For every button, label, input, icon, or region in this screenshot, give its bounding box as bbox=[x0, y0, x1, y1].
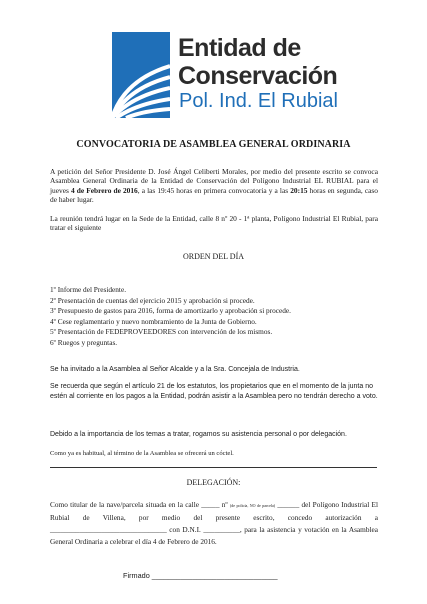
delegation-title: DELEGACIÓN: bbox=[186, 478, 241, 487]
intro-text-b: , a las 19:45 horas en primera convocatoria y a las bbox=[137, 185, 291, 195]
agenda-item: 4º Cese reglamentario y nuevo nombramiento de la Junta de Gobierno. bbox=[50, 316, 257, 326]
divider bbox=[50, 467, 377, 468]
agenda-list bbox=[50, 285, 291, 349]
intro-text-a: A petición del Señor Presidente D. José Ángel Celiberti Morales, por medio del presente escrito se convoca Asamblea General Ordinaria de la Entidad de Conservación del Polígono Industrial EL RUBIAL para el jueves bbox=[50, 167, 378, 195]
delegation-text-b: ______ del Polígono Industrial El Rubial de Villena, por medio del presente escrito, concedo autorización a ________________________________ con D.N.I. __________, para la asistencia y votación en la Asamblea General Ordinaria a celebrar el día 4 de Febrero de 2016. bbox=[50, 500, 378, 546]
venue-paragraph: La reunión tendrá lugar en la Sede de la Entidad, calle 8 nº 20 - 1ª planta, Polígono Industrial El Rubial, para tratar el siguiente bbox=[50, 214, 378, 233]
logo bbox=[112, 32, 346, 118]
invite-paragraph: Se ha invitado a la Asamblea al Señor Alcalde y a la Sra. Concejala de Industria. bbox=[50, 366, 300, 373]
document-title: CONVOCATORIA DE ASAMBLEA GENERAL ORDINARIA bbox=[76, 139, 351, 150]
signature-line: Firmado _______________________________ bbox=[123, 571, 278, 580]
logo-line-3: Pol. Ind. El Rubial bbox=[179, 90, 338, 112]
second-call-time: 20:15 bbox=[290, 185, 308, 195]
logo-line-1: Entidad de bbox=[178, 34, 301, 62]
delegation-small-note: (de policía, NO de parcela) bbox=[229, 503, 276, 508]
intro-text-c: horas en segunda, caso de haber lugar. bbox=[50, 185, 379, 205]
article-21-paragraph: Se recuerda que según el artículo 21 de los estatutos, los propietarios que en el momento de la junta no estén al corriente en los pagos a la Entidad, podrán asistir a la Asamblea pero no tendrán derecho a voto. bbox=[50, 383, 378, 400]
logo-stripes-icon bbox=[112, 32, 170, 118]
importance-paragraph: Debido a la importancia de los temas a tratar, rogamos su asistencia personal o por delegación. bbox=[50, 431, 347, 438]
meeting-date: 4 de Febrero de 2016 bbox=[70, 185, 138, 195]
delegation-paragraph bbox=[50, 499, 378, 548]
intro-paragraph bbox=[50, 167, 378, 205]
agenda-item: 3º Presupuesto de gastos para 2016, forma de amortizarlo y aprobación si procede. bbox=[50, 306, 291, 316]
delegation-text-a: Como titular de la nave/parcela situada en la calle _____ nº bbox=[50, 500, 230, 509]
agenda-title: ORDEN DEL DÍA bbox=[182, 252, 245, 261]
agenda-item: 2º Presentación de cuentas del ejercicio 2015 y aprobación si procede. bbox=[50, 295, 255, 305]
agenda-item: 6º Ruegos y preguntas. bbox=[50, 337, 118, 347]
agenda-item: 5º Presentación de FEDEPROVEEDORES con intervención de los mismos. bbox=[50, 327, 273, 337]
cocktail-note: Como ya es habitual, al término de la Asamblea se ofrecerá un cóctel. bbox=[50, 450, 234, 457]
agenda-item: 1º Informe del Presidente. bbox=[50, 285, 127, 294]
logo-line-2: Conservación bbox=[178, 62, 338, 90]
